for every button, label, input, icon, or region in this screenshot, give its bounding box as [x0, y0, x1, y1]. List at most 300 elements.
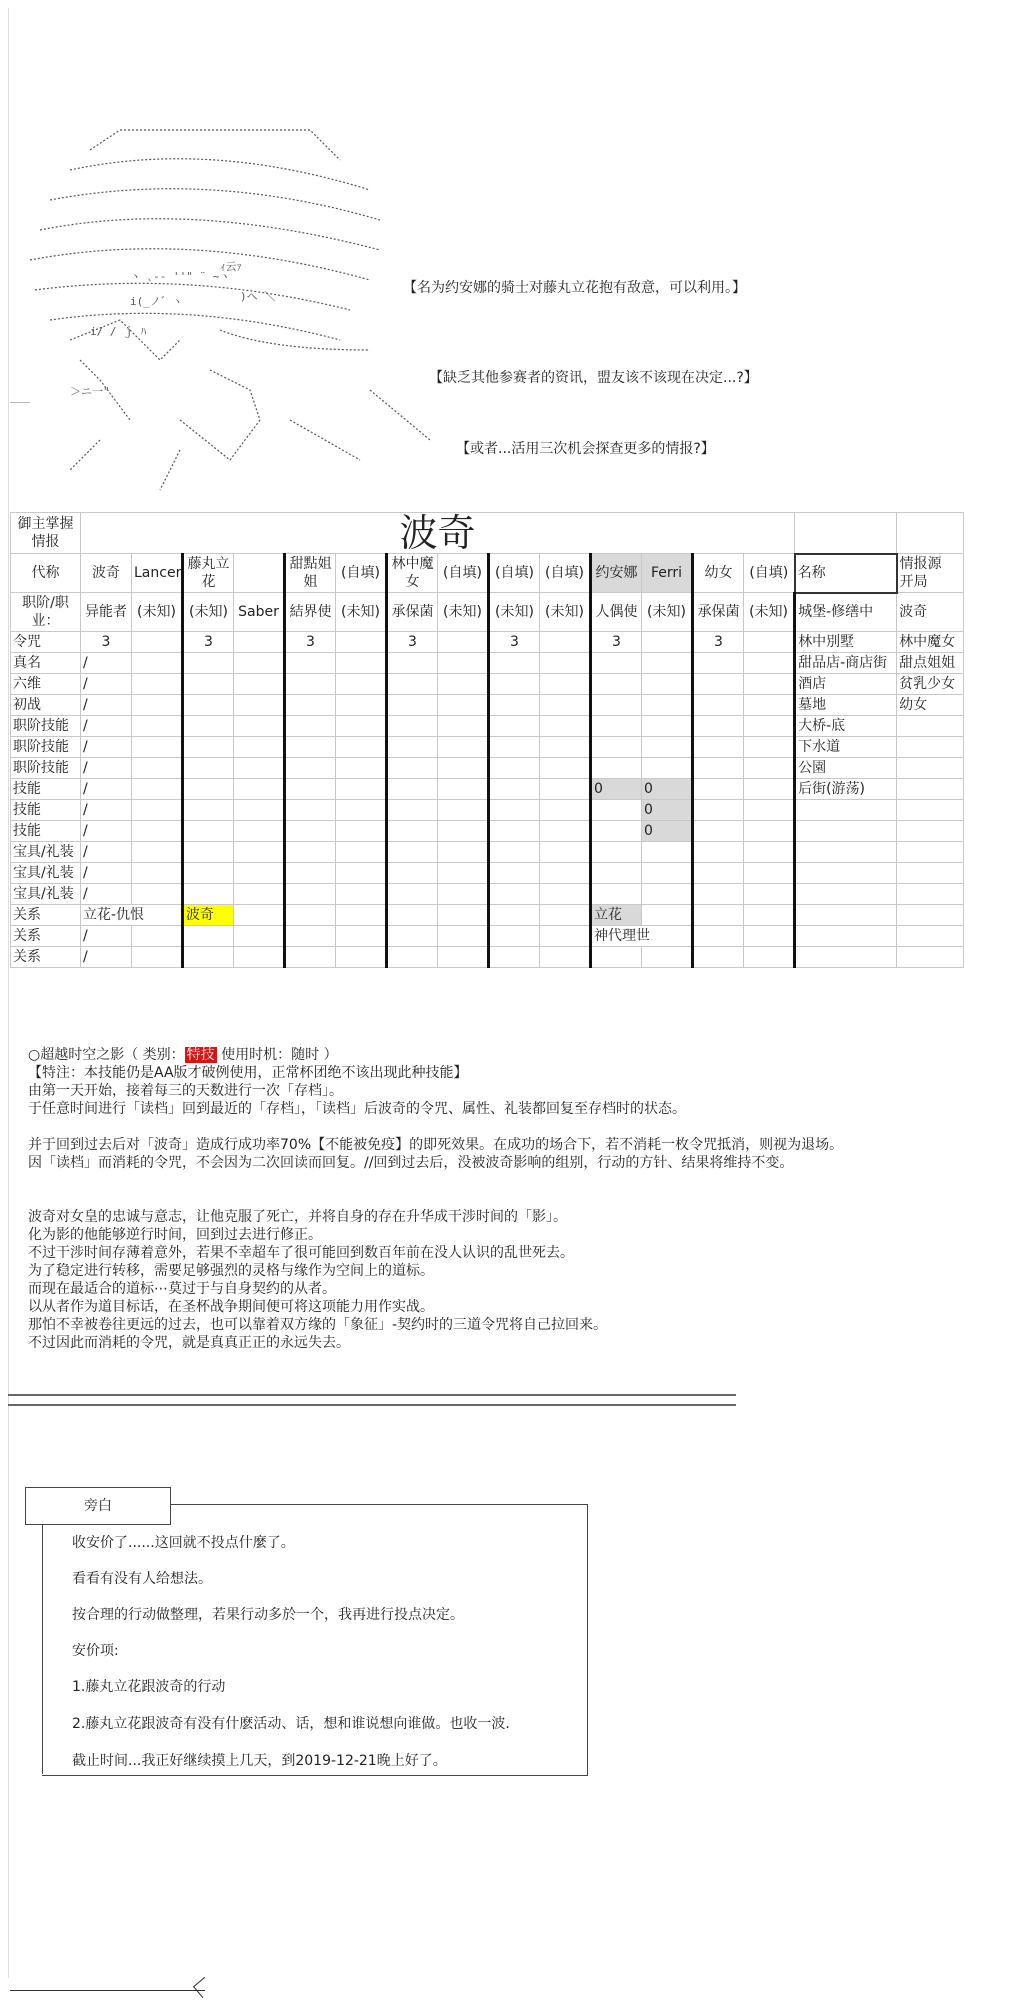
empty-cell	[234, 926, 285, 947]
side-source-sub: 开局	[899, 574, 928, 590]
empty-cell	[285, 884, 336, 905]
side-name: 墓地	[795, 695, 897, 716]
code-cell: 藤丸立花	[183, 554, 234, 593]
command-cell	[438, 632, 489, 653]
empty-cell	[132, 758, 183, 779]
empty-cell	[591, 737, 642, 758]
empty-cell	[489, 653, 540, 674]
code-cell: 甜點姐姐	[285, 554, 336, 593]
empty-cell	[540, 800, 591, 821]
empty-cell	[438, 947, 489, 968]
skill-title-prefix: ○超越时空之影（ 类别：	[28, 1047, 185, 1063]
side-name: 城堡-修缮中	[795, 593, 897, 632]
empty-cell	[438, 800, 489, 821]
empty-cell	[234, 779, 285, 800]
empty-cell	[438, 842, 489, 863]
empty-cell	[591, 758, 642, 779]
empty-cell	[438, 716, 489, 737]
side-empty-cell	[897, 905, 964, 926]
row-label: 宝具/礼装	[11, 884, 81, 905]
empty-cell	[132, 653, 183, 674]
empty-cell	[183, 884, 234, 905]
row-label: 技能	[11, 779, 81, 800]
bottom-line	[10, 1990, 205, 1991]
empty-cell	[591, 653, 642, 674]
class-cell: (未知)	[540, 593, 591, 632]
row-first: /	[81, 653, 132, 674]
side-source-header-text: 情报源	[899, 556, 942, 572]
bottom-hook	[193, 1977, 214, 1998]
empty-cell	[132, 674, 183, 695]
empty-cell	[234, 842, 285, 863]
side-empty-cell	[897, 758, 964, 779]
class-cell: (未知)	[489, 593, 540, 632]
side-name: 大桥-底	[795, 716, 897, 737]
skill-gap	[28, 1172, 978, 1190]
empty-cell	[489, 842, 540, 863]
svg-text:＞ニ一": ＞ニ一"	[70, 385, 110, 398]
empty-cell	[540, 758, 591, 779]
empty-cell	[693, 674, 744, 695]
empty-cell	[132, 842, 183, 863]
empty-cell	[744, 947, 795, 968]
empty-cell	[285, 821, 336, 842]
empty-cell	[183, 674, 234, 695]
empty-cell	[693, 947, 744, 968]
command-cell	[744, 632, 795, 653]
side-empty-cell	[795, 821, 897, 842]
side-source-header	[897, 554, 964, 593]
side-empty-cell	[795, 800, 897, 821]
side-name: 林中別墅	[795, 632, 897, 653]
empty-cell	[438, 758, 489, 779]
class-cell: 結界使	[285, 593, 336, 632]
empty-cell	[489, 800, 540, 821]
empty-cell	[387, 695, 438, 716]
empty-cell	[183, 842, 234, 863]
side-empty-cell	[897, 513, 964, 554]
empty-cell	[540, 716, 591, 737]
empty-cell	[693, 737, 744, 758]
empty-cell	[591, 821, 642, 842]
empty-cell	[642, 884, 693, 905]
dialog-line-3: 【或者...活用三次机会探查更多的情报?】	[456, 441, 715, 457]
empty-cell	[438, 653, 489, 674]
empty-cell	[234, 653, 285, 674]
skill-line: 因「读档」而消耗的令咒，不会因为二次回读而回复。//回到过去后，没被波奇影响的组别，行动的方针、结果将维持不变。	[28, 1155, 794, 1171]
command-cell	[642, 632, 693, 653]
empty-cell	[336, 800, 387, 821]
skill-value-cell: 0	[642, 821, 693, 842]
empty-cell	[693, 779, 744, 800]
code-cell: (自填)	[744, 554, 795, 593]
row-first: /	[81, 758, 132, 779]
empty-cell	[591, 716, 642, 737]
row-first: /	[81, 926, 132, 947]
empty-cell	[336, 653, 387, 674]
code-cell: Ferri	[642, 554, 693, 593]
empty-cell	[744, 758, 795, 779]
empty-cell	[489, 779, 540, 800]
empty-cell	[438, 674, 489, 695]
command-cell	[336, 632, 387, 653]
row-label: 关系	[11, 905, 81, 926]
side-name: 后街(游荡)	[795, 779, 897, 800]
skill-line: 【特注：本技能仍是AA版才破例使用，正常杯团绝不该出现此种技能】	[28, 1065, 468, 1081]
class-cell: (未知)	[744, 593, 795, 632]
empty-cell	[387, 863, 438, 884]
empty-cell	[234, 800, 285, 821]
empty-cell	[183, 653, 234, 674]
class-label: 职阶/职业：	[11, 593, 81, 632]
command-cell: 3	[183, 632, 234, 653]
code-cell: 约安娜	[591, 554, 642, 593]
empty-cell	[285, 863, 336, 884]
empty-cell	[438, 905, 489, 926]
empty-cell	[642, 842, 693, 863]
empty-cell	[285, 674, 336, 695]
empty-cell	[336, 926, 387, 947]
empty-cell	[438, 926, 489, 947]
empty-cell	[744, 800, 795, 821]
side-empty-cell	[897, 737, 964, 758]
empty-cell	[642, 758, 693, 779]
side-name: 甜品店-商店街	[795, 653, 897, 674]
empty-cell	[336, 758, 387, 779]
empty-cell	[540, 842, 591, 863]
row-label: 职阶技能	[11, 758, 81, 779]
class-cell: (未知)	[183, 593, 234, 632]
empty-cell	[336, 884, 387, 905]
skill-line: 那怕不幸被卷往更远的过去，也可以靠着双方缘的「象征」-契约时的三道令咒将自己拉回来。	[28, 1317, 608, 1333]
command-cell: 3	[489, 632, 540, 653]
empty-cell	[183, 863, 234, 884]
empty-cell	[693, 758, 744, 779]
empty-cell	[744, 737, 795, 758]
empty-cell	[540, 884, 591, 905]
side-name-header: 名称	[795, 554, 897, 593]
empty-cell	[234, 695, 285, 716]
class-cell: (未知)	[438, 593, 489, 632]
command-label: 令咒	[11, 632, 81, 653]
row-first: /	[81, 800, 132, 821]
empty-cell	[744, 863, 795, 884]
empty-cell	[285, 779, 336, 800]
skill-line: 于任意时间进行「读档」回到最近的「存档」，「读档」后波奇的令咒、属性、礼装都回复至存档时的状态。	[28, 1101, 686, 1117]
skill-line: 而现在最适合的道标⋯莫过于与自身契约的从者。	[28, 1281, 336, 1297]
side-empty-cell	[795, 905, 897, 926]
empty-cell	[540, 821, 591, 842]
empty-cell	[744, 842, 795, 863]
empty-cell	[489, 695, 540, 716]
row-label: 职阶技能	[11, 737, 81, 758]
empty-cell	[591, 842, 642, 863]
empty-cell	[438, 884, 489, 905]
empty-cell	[642, 674, 693, 695]
side-empty-cell	[897, 800, 964, 821]
empty-cell	[132, 821, 183, 842]
empty-cell	[285, 947, 336, 968]
empty-cell	[387, 716, 438, 737]
empty-cell	[336, 695, 387, 716]
code-label: 代称	[11, 554, 81, 593]
empty-cell	[234, 821, 285, 842]
empty-cell	[489, 737, 540, 758]
narration-line: 1.藤丸立花跟波奇的行动	[72, 1679, 226, 1695]
relation-yuanna-2: 神代理世	[591, 926, 693, 947]
empty-cell	[693, 716, 744, 737]
row-first: /	[81, 737, 132, 758]
empty-cell	[693, 695, 744, 716]
skill-title	[28, 1046, 978, 1064]
relation-yuanna-1: 立花	[591, 905, 642, 926]
narration-box-left-edge	[42, 1523, 43, 1774]
empty-cell	[132, 695, 183, 716]
empty-cell	[642, 716, 693, 737]
empty-cell	[693, 926, 744, 947]
side-source: 林中魔女	[897, 632, 964, 653]
row-first: /	[81, 695, 132, 716]
skill-gap	[28, 1118, 978, 1136]
empty-cell	[234, 947, 285, 968]
dialog-line-1: 【名为约安娜的骑士对藤丸立花抱有敌意，可以利用。】	[403, 280, 746, 296]
empty-cell	[285, 758, 336, 779]
row-first: /	[81, 842, 132, 863]
empty-cell	[744, 821, 795, 842]
empty-cell	[183, 716, 234, 737]
side-empty-cell	[795, 947, 897, 968]
empty-cell	[234, 716, 285, 737]
code-cell: (自填)	[489, 554, 540, 593]
narration-line: 看看有没有人给想法。	[72, 1571, 212, 1587]
empty-cell	[744, 884, 795, 905]
class-cell: 承保菌	[387, 593, 438, 632]
code-cell: (自填)	[540, 554, 591, 593]
empty-cell	[285, 695, 336, 716]
empty-cell	[132, 716, 183, 737]
ascii-art-character	[10, 120, 450, 500]
empty-cell	[183, 779, 234, 800]
svg-text:i/ / ｊ ﾊ: i/ / ｊ ﾊ	[90, 325, 147, 338]
skill-line: 为了稳定进行转移，需要足够强烈的灵格与缘作为空间上的道标。	[28, 1263, 434, 1279]
empty-cell	[132, 779, 183, 800]
empty-cell	[183, 947, 234, 968]
empty-cell	[744, 779, 795, 800]
empty-cell	[336, 842, 387, 863]
side-empty-cell	[795, 513, 897, 554]
side-empty-cell	[795, 926, 897, 947]
side-source: 幼女	[897, 695, 964, 716]
row-label: 技能	[11, 821, 81, 842]
skill-gap	[28, 1190, 978, 1208]
master-info-table	[10, 512, 963, 968]
side-empty-cell	[897, 821, 964, 842]
empty-cell	[642, 737, 693, 758]
side-empty-cell	[795, 884, 897, 905]
empty-cell	[591, 800, 642, 821]
empty-cell	[336, 905, 387, 926]
empty-cell	[183, 695, 234, 716]
row-label: 六维	[11, 674, 81, 695]
row-label: 关系	[11, 947, 81, 968]
empty-cell	[540, 905, 591, 926]
svg-text:ヽ ､-‐ ''" ¨ ~ヽ: ヽ ､-‐ ''" ¨ ~ヽ	[130, 270, 231, 283]
svg-text:ｨ云ｧ: ｨ云ｧ	[220, 260, 242, 273]
empty-cell	[387, 842, 438, 863]
command-cell: 3	[81, 632, 132, 653]
class-cell: (未知)	[132, 593, 183, 632]
empty-cell	[132, 737, 183, 758]
empty-cell	[234, 674, 285, 695]
empty-cell	[234, 863, 285, 884]
skill-line: 由第一天开始，接着每三的天数进行一次「存档」。	[28, 1083, 343, 1099]
empty-cell	[642, 905, 693, 926]
empty-cell	[336, 674, 387, 695]
side-empty-cell	[897, 779, 964, 800]
command-cell	[234, 632, 285, 653]
command-cell: 3	[591, 632, 642, 653]
code-cell: 幼女	[693, 554, 744, 593]
relation-lihua-pochi: 波奇	[183, 905, 234, 926]
empty-cell	[693, 905, 744, 926]
empty-cell	[744, 695, 795, 716]
empty-cell	[438, 737, 489, 758]
empty-cell	[132, 800, 183, 821]
empty-cell	[285, 653, 336, 674]
empty-cell	[438, 821, 489, 842]
empty-cell	[540, 695, 591, 716]
master-info-label: 御主掌握情报	[11, 513, 81, 554]
skill-line: 不过因此而消耗的令咒，就是真真正正的永远失去。	[28, 1335, 350, 1351]
empty-cell	[489, 905, 540, 926]
page-edge	[8, 8, 9, 1978]
command-cell	[132, 632, 183, 653]
code-cell: Lancer	[132, 554, 183, 593]
svg-text:___: ___	[10, 390, 30, 403]
empty-cell	[642, 653, 693, 674]
narration-line: 2.藤丸立花跟波奇有没有什麽活动、话，想和谁说想向谁做。也收一波.	[72, 1716, 510, 1732]
class-cell: (未知)	[642, 593, 693, 632]
empty-cell	[489, 758, 540, 779]
skill-category-tag: 特技	[186, 1047, 215, 1063]
empty-cell	[234, 905, 285, 926]
svg-text:i(_ノ゛ヽ: i(_ノ゛ヽ	[130, 295, 183, 308]
side-name: 酒店	[795, 674, 897, 695]
side-empty-cell	[795, 842, 897, 863]
empty-cell	[438, 779, 489, 800]
row-first: /	[81, 863, 132, 884]
empty-cell	[489, 863, 540, 884]
side-empty-cell	[795, 863, 897, 884]
side-name: 公園	[795, 758, 897, 779]
empty-cell	[540, 926, 591, 947]
empty-cell	[438, 863, 489, 884]
empty-cell	[132, 926, 183, 947]
empty-cell	[693, 842, 744, 863]
empty-cell	[336, 779, 387, 800]
code-cell: (自填)	[336, 554, 387, 593]
empty-cell	[540, 674, 591, 695]
empty-cell	[387, 884, 438, 905]
empty-cell	[183, 800, 234, 821]
empty-cell	[591, 695, 642, 716]
empty-cell	[744, 926, 795, 947]
narration-label: 旁白	[25, 1487, 171, 1525]
empty-cell	[336, 716, 387, 737]
empty-cell	[387, 926, 438, 947]
row-first: /	[81, 779, 132, 800]
skill-line: 波奇对女皇的忠诚与意志，让他克服了死亡，并将自身的存在升华成干涉时间的「影」。	[28, 1209, 567, 1225]
empty-cell	[183, 758, 234, 779]
row-label: 技能	[11, 800, 81, 821]
empty-cell	[387, 800, 438, 821]
empty-cell	[693, 863, 744, 884]
row-first: /	[81, 947, 132, 968]
empty-cell	[387, 905, 438, 926]
empty-cell	[489, 884, 540, 905]
narration-line: 安价项:	[72, 1643, 119, 1659]
row-label: 真名	[11, 653, 81, 674]
row-label: 关系	[11, 926, 81, 947]
empty-cell	[489, 674, 540, 695]
empty-cell	[489, 821, 540, 842]
empty-cell	[336, 737, 387, 758]
side-name: 下水道	[795, 737, 897, 758]
row-first: /	[81, 884, 132, 905]
empty-cell	[591, 863, 642, 884]
skill-value-cell: 0	[591, 779, 642, 800]
empty-cell	[132, 884, 183, 905]
empty-cell	[591, 884, 642, 905]
class-cell: 人偶使	[591, 593, 642, 632]
empty-cell	[591, 947, 642, 968]
empty-cell	[285, 716, 336, 737]
row-first: /	[81, 674, 132, 695]
side-empty-cell	[897, 884, 964, 905]
empty-cell	[336, 863, 387, 884]
code-cell: (自填)	[438, 554, 489, 593]
empty-cell	[693, 884, 744, 905]
skill-line: 以从者作为道目标话，在圣杯战争期间便可将这项能力用作实战。	[28, 1299, 434, 1315]
empty-cell	[183, 737, 234, 758]
empty-cell	[540, 737, 591, 758]
narration-line: 收安价了......这回就不投点什麼了。	[72, 1535, 295, 1551]
empty-cell	[387, 653, 438, 674]
empty-cell	[489, 926, 540, 947]
command-cell: 3	[693, 632, 744, 653]
code-cell: 波奇	[81, 554, 132, 593]
side-empty-cell	[897, 716, 964, 737]
empty-cell	[183, 926, 234, 947]
empty-cell	[744, 716, 795, 737]
skill-line: 不过干涉时间存薄着意外，若果不幸超车了很可能回到数百年前在没人认识的乱世死去。	[28, 1245, 574, 1261]
empty-cell	[744, 905, 795, 926]
empty-cell	[132, 947, 183, 968]
empty-cell	[336, 821, 387, 842]
narration-line: 截止时间...我正好继续摸上几天，到2019-12-21晚上好了。	[72, 1753, 447, 1769]
empty-cell	[642, 947, 693, 968]
class-cell: 承保菌	[693, 593, 744, 632]
svg-text:)ヘ ＼: )ヘ ＼	[240, 290, 276, 303]
row-first: /	[81, 716, 132, 737]
empty-cell	[234, 758, 285, 779]
command-cell: 3	[387, 632, 438, 653]
command-cell: 3	[285, 632, 336, 653]
empty-cell	[285, 737, 336, 758]
empty-cell	[234, 737, 285, 758]
empty-cell	[387, 758, 438, 779]
row-first: /	[81, 821, 132, 842]
